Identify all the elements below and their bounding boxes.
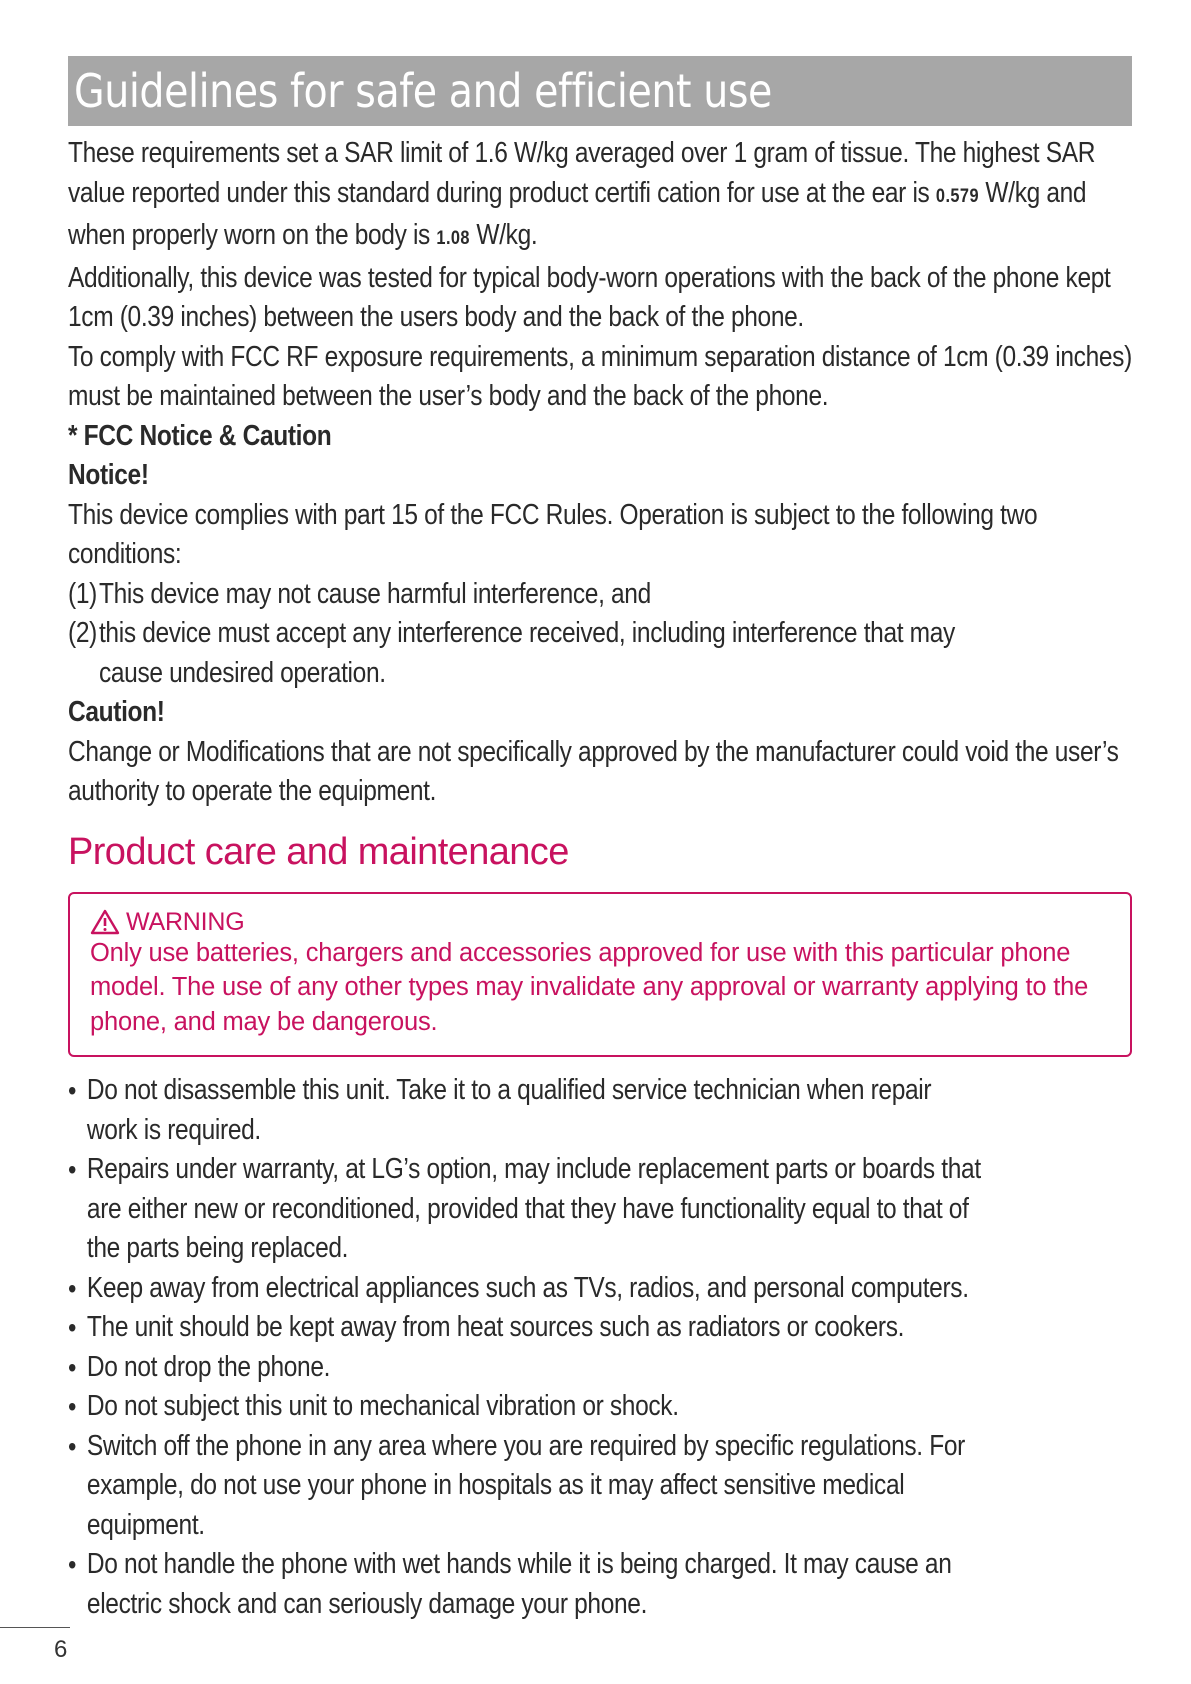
section-title: Product care and maintenance [68, 830, 569, 873]
page-header-bar [68, 56, 1132, 126]
list-item: • Do not handle the phone with wet hands while it is being charged. It may cause an electric shock and can seriously damage your phone. [68, 1545, 1132, 1624]
caution-text: Change or Modifications that are not specifically approved by the manufacturer could void the user’s authority to operate the equipment. [68, 735, 1119, 807]
warning-label: WARNING [126, 907, 245, 936]
page-title: Guidelines for safe and efficient use [74, 64, 772, 118]
caution-heading: Caution! [68, 696, 165, 728]
list-item: • Do not subject this unit to mechanical vibration or shock. [68, 1387, 1132, 1427]
notice-text: This device complies with part 15 of the FCC Rules. Operation is subject to the following two conditions: [68, 498, 1038, 570]
list-item: • Repairs under warranty, at LG’s option, may include replacement parts or boards that are either new or reconditioned, provided that they have functionality equal to that of the parts being replaced. [68, 1150, 1132, 1269]
bullet-dot: • [68, 1430, 77, 1462]
list-item: (1) This device may not cause harmful interference, and [68, 577, 651, 610]
bullet-dot: • [68, 1391, 77, 1422]
body-sar-value: 1.08 [436, 228, 470, 249]
condition-list [68, 575, 1132, 694]
bullet-dot: • [68, 1351, 77, 1383]
page [68, 56, 1132, 1624]
page-number: 6 [54, 1636, 68, 1663]
sar-paragraph: These requirements set a SAR limit of 1.6 W/kg averaged over 1 gram of tissue. The highest SAR value reported under this standard during product certifi cation for use at the ear is 0.579 W/kg and when properly worn on the body is 1.08 W/kg. [68, 137, 1096, 251]
list-item: (2) this device must accept any interference received, including interference that may cause undesired operation. [68, 617, 955, 689]
sar-section [68, 134, 1132, 812]
list-item: • The unit should be kept away from heat sources such as radiators or cookers. [68, 1308, 1132, 1348]
footer-rule [0, 1627, 70, 1628]
bullet-dot: • [68, 1154, 77, 1185]
list-item: • Keep away from electrical appliances such as TVs, radios, and personal computers. [68, 1269, 1132, 1309]
warning-icon [90, 909, 120, 935]
warning-box [68, 892, 1132, 1058]
fcc-heading: * FCC Notice & Caution [68, 419, 332, 452]
bullet-dot: • [68, 1075, 77, 1106]
ear-sar-value: 0.579 [935, 185, 979, 207]
body-worn-paragraph: Additionally, this device was tested for typical body-worn operations with the back of the phone kept 1cm (0.39 inches) between the users body and the back of the phone. [68, 261, 1111, 333]
list-item: • Do not drop the phone. [68, 1348, 1132, 1388]
warning-text: Only use batteries, chargers and accessories approved for use with this particular phone model. The use of any other types may invalidate any approval or warranty applying to the phone, and may be dangerous. [90, 938, 1089, 1036]
separation-paragraph: To comply with FCC RF exposure requirements, a minimum separation distance of 1cm (0.39 inches) must be maintained between the user’s body and the back of the phone. [68, 340, 1132, 412]
bullet-dot: • [68, 1312, 77, 1343]
notice-heading: Notice! [68, 459, 149, 491]
list-item: • Switch off the phone in any area where you are required by specific regulations. For example, do not use your phone in hospitals as it may affect sensitive medical equipment. [68, 1427, 1132, 1546]
bullet-dot: • [68, 1549, 77, 1580]
care-bullet-list [68, 1071, 1132, 1624]
bullet-dot: • [68, 1272, 77, 1304]
list-item: • Do not disassemble this unit. Take it to a qualified service technician when repair work is required. [68, 1071, 1132, 1150]
